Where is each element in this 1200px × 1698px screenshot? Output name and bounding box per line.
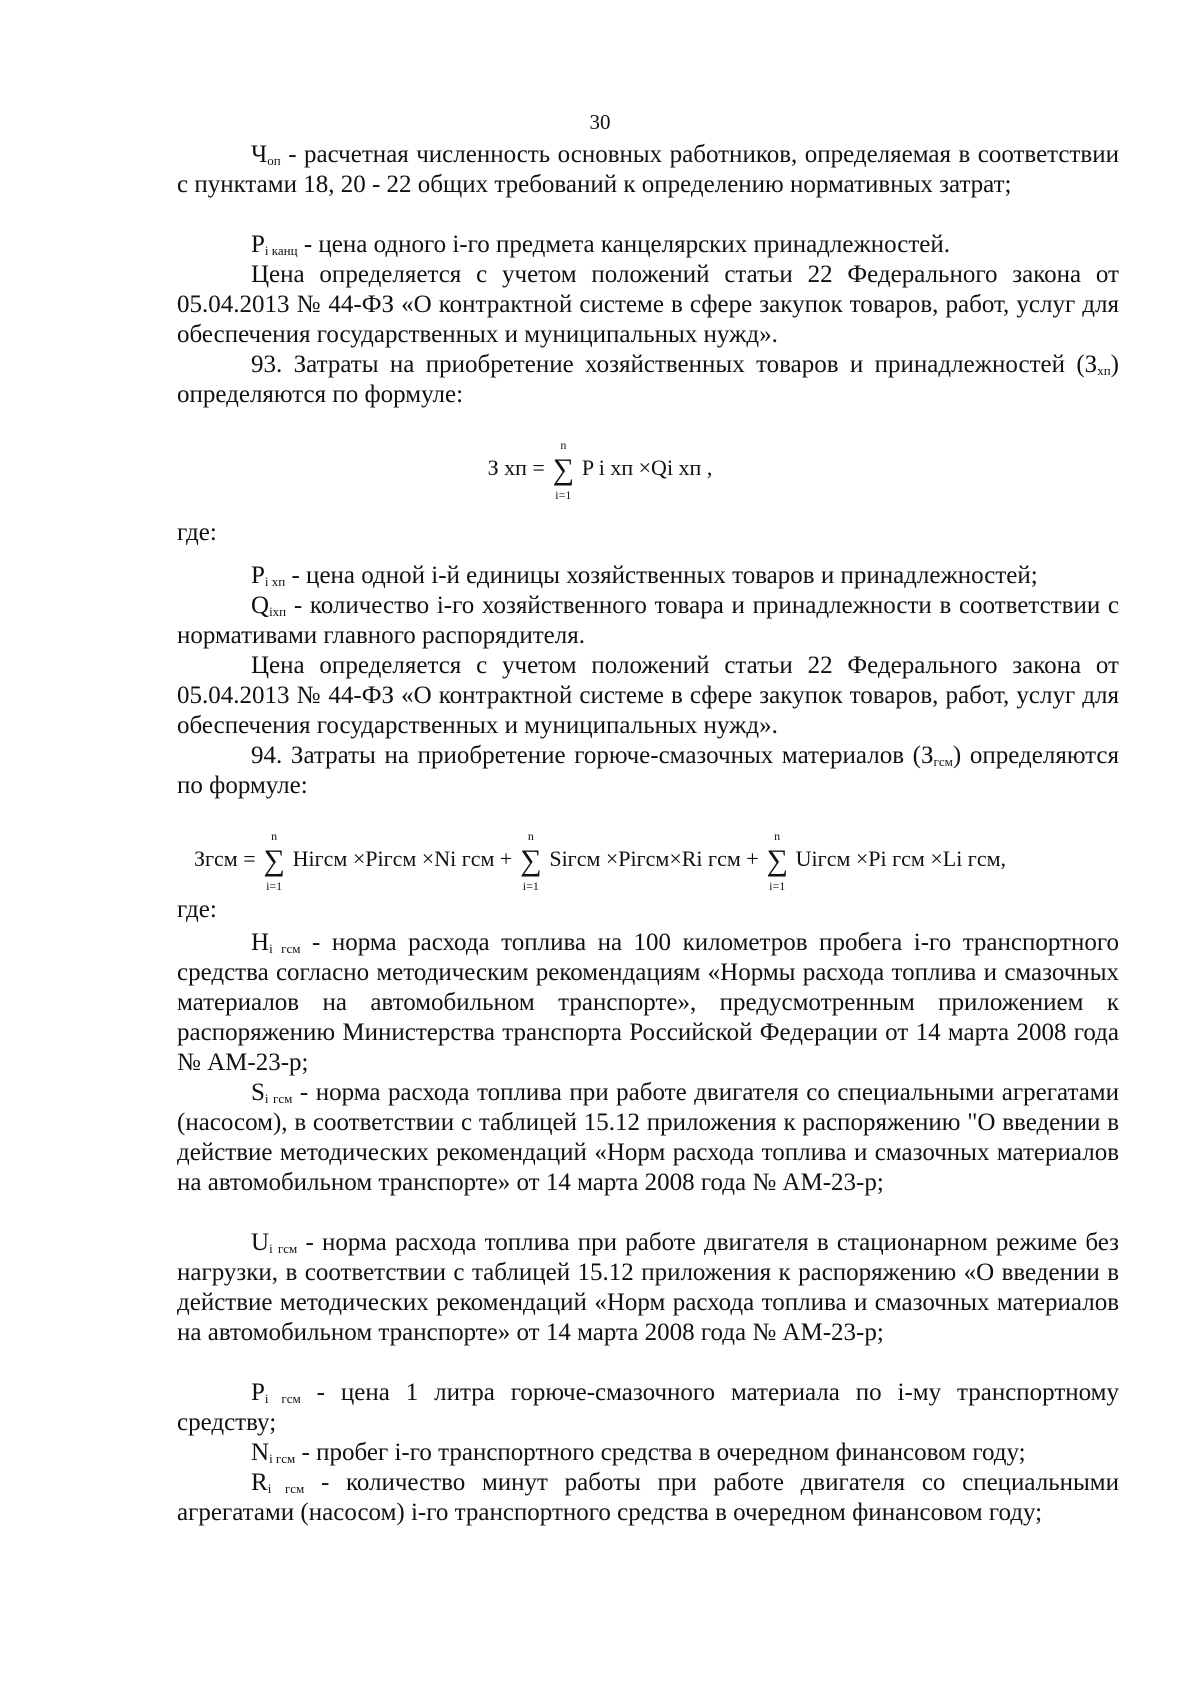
definition-n-gsm — [177, 928, 1119, 1078]
symbol: Ч — [251, 141, 268, 168]
definition-chop — [177, 140, 1119, 200]
formula-zxp — [0, 438, 1200, 502]
formula-term: Siгсм ×Piгсм×Ri гсм + — [549, 846, 759, 872]
sum-lower-limit: i=1 — [769, 879, 786, 893]
formula-term: Uiгсм ×Pi гсм ×Li гсм, — [795, 846, 1007, 872]
sigma-icon: ∑ — [263, 844, 285, 877]
symbol-subscript: i гсм — [269, 941, 301, 956]
formula-lhs: Згсм = — [193, 846, 256, 872]
sum-upper-limit: n — [774, 829, 781, 843]
definition-n-mileage — [177, 1438, 1119, 1468]
definition-text: - цена одной i-й единицы хозяйственных товаров и принадлежностей; — [285, 562, 1038, 589]
formula-lhs: З хп = — [487, 455, 545, 481]
page-number: 30 — [589, 110, 611, 134]
definition-q-xp — [177, 591, 1119, 651]
symbol-subscript: i хп — [264, 574, 286, 589]
definition-text: - норма расхода топлива на 100 километров пробега i-го транспортного средства согласно методическим рекомендациям «Нормы расхода топлива и смазочных материалов на автомобильном транспорте», предусмотренным приложением к распоряжению Министерства транспорта Российской Федерации от 14 марта 2008 года № АМ-23-р; — [177, 929, 1119, 1076]
sum-sign — [550, 438, 576, 502]
definition-text: - цена одного i-го предмета канцелярских принадлежностей. — [297, 231, 950, 258]
sum-upper-limit: n — [271, 829, 278, 843]
definition-s-gsm — [177, 1078, 1119, 1198]
sum-lower-limit: i=1 — [555, 488, 572, 502]
formula-zgsm — [0, 829, 1200, 893]
definition-p-kanc — [177, 230, 1119, 260]
sum-upper-limit: n — [560, 438, 567, 452]
price-note-2: Цена определяется с учетом положений статьи 22 Федерального закона от 05.04.2013 № 44-ФЗ «О контрактной системе в сфере закупок товаров, работ, услуг для обеспечения государственных и муниципальных нужд». — [177, 652, 1119, 739]
symbol-subscript: гсм — [933, 754, 953, 769]
symbol-subscript: i гсм — [269, 1241, 298, 1256]
price-note-1: Цена определяется с учетом положений статьи 22 Федерального закона от 05.04.2013 № 44-ФЗ «О контрактной системе в сфере закупок товаров, работ, услуг для обеспечения государственных и муниципальных нужд». — [177, 261, 1119, 348]
symbol-subscript: i канц — [264, 243, 298, 258]
definition-text: - норма расхода топлива при работе двигателя со специальными агрегатами (насосом), в соответствии с таблицей 15.12 приложения к распоряжению "О введении в действие методических рекомендаций «Норм расхода топлива и смазочных материалов на автомобильном транспорте» от 14 марта 2008 года № АМ-23-р; — [177, 1079, 1119, 1196]
sigma-icon: ∑ — [552, 453, 575, 486]
formula-rhs: P i хп ×Qi хп , — [581, 455, 713, 481]
symbol-subscript: i гсм — [264, 1391, 301, 1406]
sum-sign — [764, 829, 790, 893]
symbol-subscript: оп — [267, 153, 281, 168]
symbol-subscript: хп — [1097, 363, 1111, 378]
sigma-icon: ∑ — [520, 844, 542, 877]
definition-text: - расчетная численность основных работников, определяемая в соответствии с пунктами 18, 20 - 22 общих требований к определению нормативных затрат; — [177, 141, 1119, 198]
formula-term: Нiгсм ×Piгсм ×Ni гсм + — [292, 846, 513, 872]
definition-u-gsm — [177, 1228, 1119, 1348]
definition-r-gsm — [177, 1468, 1119, 1528]
item-94: 94. Затраты на приобретение горюче-смазочных материалов $(З_{гсм})$ определяются по формуле: — [177, 742, 1119, 799]
sum-sign — [261, 829, 287, 893]
definition-p-gsm — [177, 1378, 1119, 1438]
symbol: R — [251, 1469, 268, 1496]
symbol-subscript: i гсм — [267, 1481, 305, 1496]
symbol-subscript: iхп — [269, 604, 287, 619]
symbol-subscript: i гсм — [269, 1451, 296, 1466]
where-label: где: — [177, 519, 217, 546]
item-93: 93. Затраты на приобретение хозяйственных товаров и принадлежностей $(З_{хп})$ определяются по формуле: — [177, 351, 1119, 408]
symbol-subscript: i гсм — [264, 1091, 293, 1106]
symbol: Q — [251, 592, 270, 619]
definition-text: - количество минут работы при работе двигателя со специальными агрегатами (насосом) i-го транспортного средства в очередном финансовом году; — [177, 1469, 1119, 1526]
sum-upper-limit: n — [527, 829, 534, 843]
symbol: P — [251, 562, 265, 589]
symbol: P — [251, 1379, 265, 1406]
definition-text: - цена 1 литра горюче-смазочного материала по i-му транспортному средству; — [177, 1379, 1119, 1436]
symbol: P — [251, 231, 265, 258]
definition-text: - пробег i-го транспортного средства в очередном финансовом году; — [295, 1439, 1026, 1466]
symbol: Н — [251, 929, 270, 956]
where-label: где: — [177, 896, 217, 923]
symbol: S — [251, 1079, 265, 1106]
symbol: U — [251, 1229, 270, 1256]
sum-lower-limit: i=1 — [522, 879, 539, 893]
sum-sign — [518, 829, 544, 893]
sigma-icon: ∑ — [766, 844, 788, 877]
definition-p-xp — [177, 561, 1119, 591]
definition-text: - количество i-го хозяйственного товара и принадлежности в соответствии с нормативами главного распорядителя. — [177, 592, 1119, 649]
symbol: N — [251, 1439, 270, 1466]
definition-text: - норма расхода топлива при работе двигателя в стационарном режиме без нагрузки, в соответствии с таблицей 15.12 приложения к распоряжению «О введении в действие методических рекомендаций «Норм расхода топлива и смазочных материалов на автомобильном транспорте» от 14 марта 2008 года № АМ-23-р; — [177, 1229, 1119, 1346]
sum-lower-limit: i=1 — [266, 879, 283, 893]
